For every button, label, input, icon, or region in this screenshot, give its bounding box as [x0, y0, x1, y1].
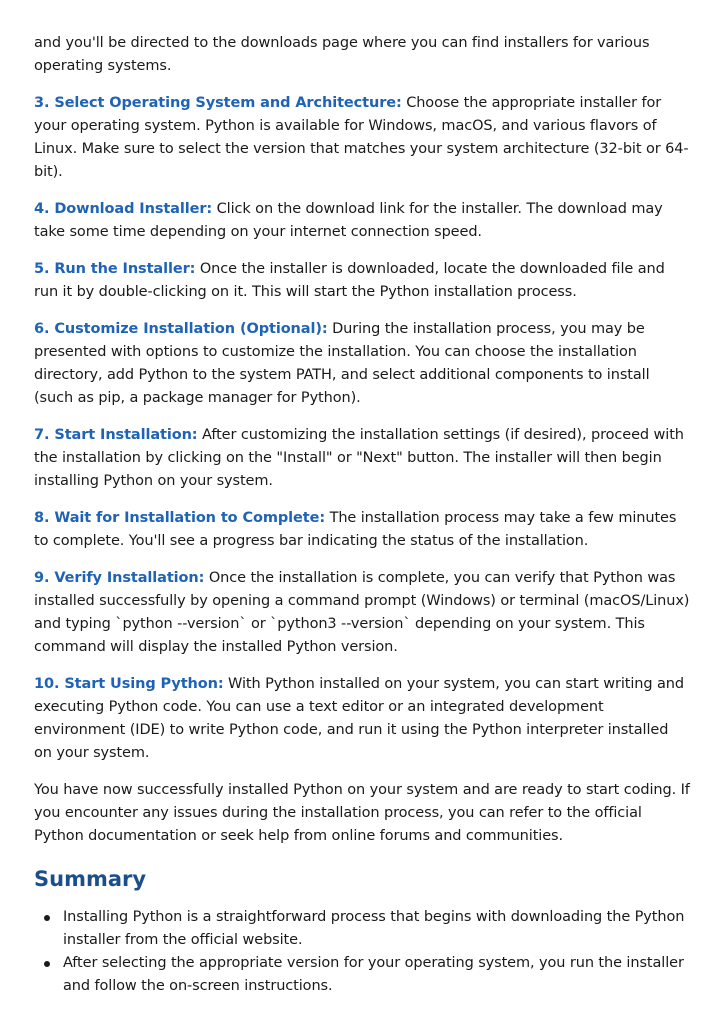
summary-item-text: After selecting the appropriate version for your operating system, you run the installer and follow the on-screen instructions. — [63, 955, 684, 994]
step-10-title: 10. Start Using Python: — [34, 676, 224, 692]
summary-heading: Summary — [34, 867, 147, 891]
step-8-title: 8. Wait for Installation to Complete: — [34, 510, 326, 526]
summary-item — [34, 952, 690, 998]
step-7-body: After customizing the installation settings (if desired), proceed with the installation by clicking on the "Install" or "Next" button. The installer will then begin installing Python on your system. — [34, 427, 684, 489]
step-9-body: Once the installation is complete, you can verify that Python was installed successfully by opening a command prompt (Windows) or terminal (macOS/Linux) and typing `python --version` or `python3 --version` depending on your system. This command will display the installed Python version. — [34, 570, 690, 655]
step-3-title: 3. Select Operating System and Architecture: — [34, 95, 402, 111]
closing-paragraph: You have now successfully installed Python on your system and are ready to start coding. If you encounter any issues during the installation process, you can refer to the official Python documentation or seek help from online forums and communities. — [34, 782, 690, 844]
summary-item — [34, 906, 690, 952]
intro-paragraph: and you'll be directed to the downloads page where you can find installers for various operating systems. — [34, 35, 650, 74]
step-5-body: Once the installer is downloaded, locate the downloaded file and run it by double-clicking on it. This will start the Python installation process. — [34, 261, 665, 300]
step-4-body: Click on the download link for the installer. The download may take some time depending on your internet connection speed. — [34, 201, 663, 240]
step-8-body: The installation process may take a few minutes to complete. You'll see a progress bar indicating the status of the installation. — [34, 510, 677, 549]
step-5-paragraph — [34, 258, 690, 304]
step-3-paragraph — [34, 92, 690, 184]
bullet-icon — [44, 961, 50, 967]
step-6-body: During the installation process, you may be presented with options to customize the installation. You can choose the installation directory, add Python to the system PATH, and select additional components to install (such as pip, a package manager for Python). — [34, 321, 650, 406]
step-7-paragraph — [34, 424, 690, 493]
step-7-title: 7. Start Installation: — [34, 427, 198, 443]
step-5-title: 5. Run the Installer: — [34, 261, 196, 277]
step-4-paragraph — [34, 198, 690, 244]
step-10-paragraph — [34, 673, 690, 765]
step-6-paragraph — [34, 318, 690, 410]
bullet-icon — [44, 915, 50, 921]
step-4-title: 4. Download Installer: — [34, 201, 213, 217]
step-8-paragraph — [34, 507, 690, 553]
summary-list — [34, 906, 690, 998]
step-9-title: 9. Verify Installation: — [34, 570, 205, 586]
step-6-title: 6. Customize Installation (Optional): — [34, 321, 328, 337]
summary-item-text: Installing Python is a straightforward process that begins with downloading the Python installer from the official website. — [63, 909, 685, 948]
step-9-paragraph — [34, 567, 690, 659]
step-3-body: Choose the appropriate installer for your operating system. Python is available for Windows, macOS, and various flavors of Linux. Make sure to select the version that matches your system architecture (32-bit or 64-bit). — [34, 95, 689, 180]
step-10-body: With Python installed on your system, you can start writing and executing Python code. You can use a text editor or an integrated development environment (IDE) to write Python code, and run it using the Python interpreter installed on your system. — [34, 676, 684, 761]
